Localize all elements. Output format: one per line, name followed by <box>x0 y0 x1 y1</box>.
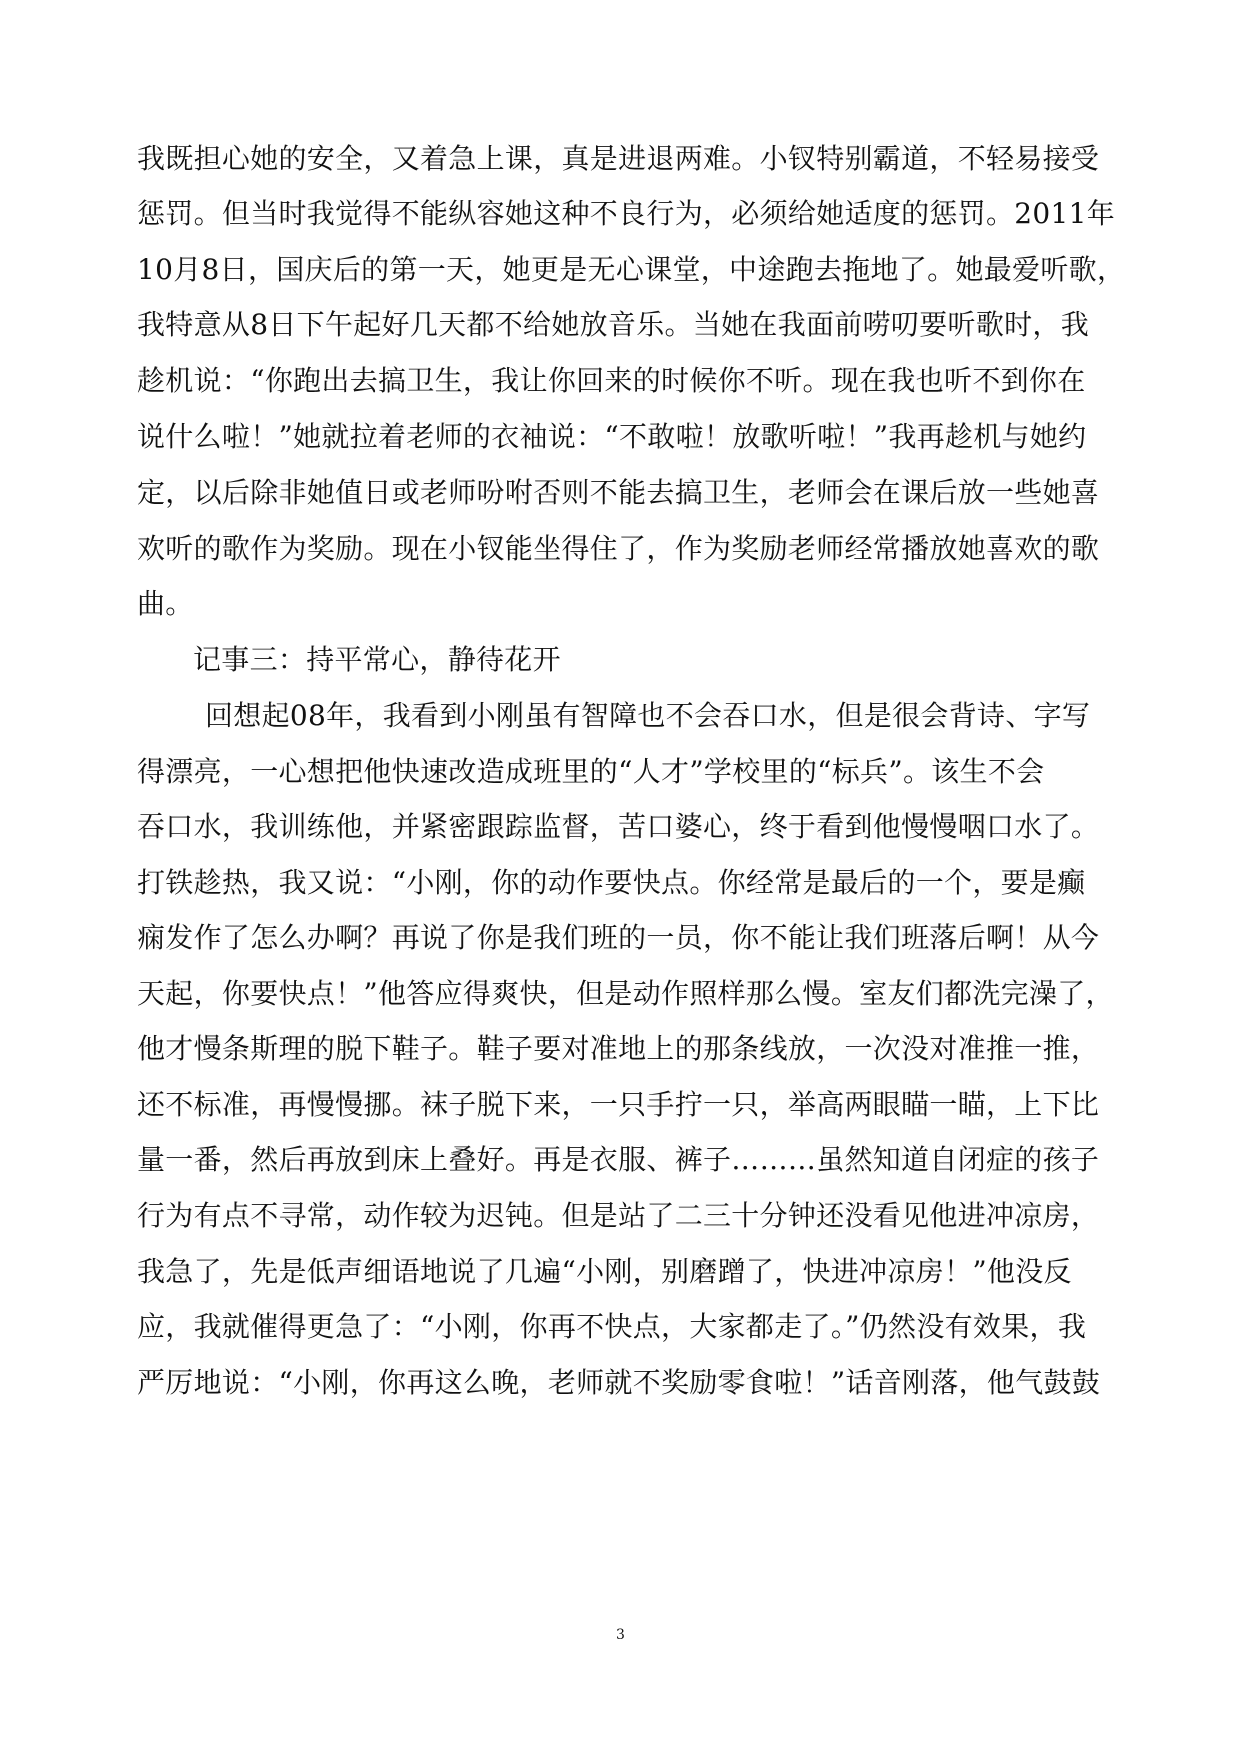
page-number: 3 <box>616 1627 625 1643</box>
text-line: 得漂亮，一心想把他快速改造成班里的“人才”学校里的“标兵”。该生不会 <box>137 755 1045 788</box>
section-heading: 记事三：持平常心，静待花开 <box>193 643 561 676</box>
text-line: 10月8日，国庆后的第一天，她更是无心课堂，中途跑去拖地了。她最爱听歌， <box>137 253 1126 286</box>
text-line: 应，我就催得更急了：“小刚，你再不快点，大家都走了。”仍然没有效果，我 <box>137 1310 1087 1343</box>
text-line: 量一番，然后再放到床上叠好。再是衣服、裤子………虽然知道自闭症的孩子 <box>137 1143 1100 1176</box>
text-line: 吞口水，我训练他，并紧密跟踪监督，苦口婆心，终于看到他慢慢咽口水了。 <box>137 810 1100 843</box>
text-line: 曲。 <box>137 587 194 620</box>
text-line: 天起，你要快点！”他答应得爽快，但是动作照样那么慢。室友们都洗完澡了， <box>137 977 1114 1010</box>
text-line: 打铁趁热，我又说：“小刚，你的动作要快点。你经常是最后的一个，要是癫 <box>137 866 1086 899</box>
text-line: 回想起08年，我看到小刚虽有智障也不会吞口水，但是很会背诗、字写 <box>205 699 1091 732</box>
text-line: 定，以后除非她值日或老师吩咐否则不能去搞卫生，老师会在课后放一些她喜 <box>137 476 1100 509</box>
text-line: 还不标准，再慢慢挪。袜子脱下来，一只手拧一只，举高两眼瞄一瞄，上下比 <box>137 1088 1100 1121</box>
text-line: 痫发作了怎么办啊？再说了你是我们班的一员，你不能让我们班落后啊！从今 <box>137 921 1100 954</box>
text-line: 说什么啦！”她就拉着老师的衣袖说：“不敢啦！放歌听啦！”我再趁机与她约 <box>137 420 1087 453</box>
text-line: 惩罚。但当时我觉得不能纵容她这种不良行为，必须给她适度的惩罚。2011年 <box>137 197 1116 230</box>
text-line: 我特意从8日下午起好几天都不给她放音乐。当她在我面前唠叨要听歌时，我 <box>137 308 1090 341</box>
text-line: 欢听的歌作为奖励。现在小钗能坐得住了，作为奖励老师经常播放她喜欢的歌 <box>137 532 1100 565</box>
text-line: 行为有点不寻常，动作较为迟钝。但是站了二三十分钟还没看见他进冲凉房， <box>137 1199 1100 1232</box>
text-line: 我既担心她的安全，又着急上课，真是进退两难。小钗特别霸道，不轻易接受 <box>137 142 1100 175</box>
text-line: 趁机说：“你跑出去搞卫生，我让你回来的时候你不听。现在我也听不到你在 <box>137 364 1086 397</box>
text-line: 严厉地说：“小刚，你再这么晚，老师就不奖励零食啦！”话音刚落，他气鼓鼓 <box>137 1366 1101 1399</box>
text-line: 我急了，先是低声细语地说了几遍“小刚，别磨蹭了，快进冲凉房！”他没反 <box>137 1255 1072 1288</box>
text-line: 他才慢条斯理的脱下鞋子。鞋子要对准地上的那条线放，一次没对准推一推， <box>137 1032 1100 1065</box>
